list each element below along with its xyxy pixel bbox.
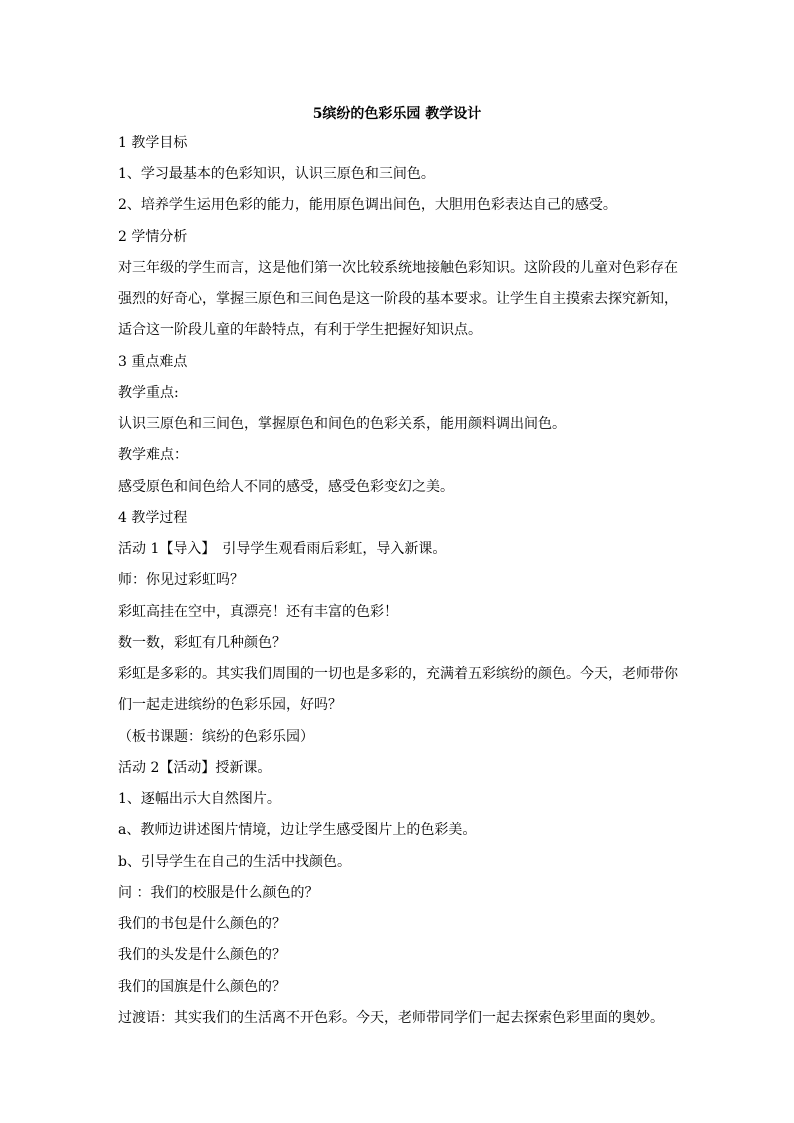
paragraph: 1、逐幅出示大自然图片。 [118,791,281,807]
paragraph: 教学难点： [118,447,188,463]
paragraph: 问 ：我们的校服是什么颜色的？ [118,885,319,901]
paragraph: 教学重点: [118,385,179,401]
paragraph: 我们的书包是什么颜色的？ [118,916,286,932]
paragraph: 2、培养学生运用色彩的能力，能用原色调出间色，大胆用色彩表达自己的感受。 [118,197,617,213]
paragraph: 活动 1【导入】 引导学生观看雨后彩虹，导入新课。 [118,541,447,557]
paragraph: 彩虹高挂在空中，真漂亮！还有丰富的色彩！ [118,604,398,620]
paragraph: 认识三原色和三间色，掌握原色和间色的色彩关系，能用颜料调出间色。 [118,416,566,432]
paragraph: 数一数，彩虹有几种颜色？ [118,635,286,651]
section-heading: 3 重点难点 [118,354,188,370]
paragraph: 师：你见过彩虹吗？ [118,572,244,588]
document-title: 5缤纷的色彩乐园 教学设计 [312,106,482,122]
paragraph: b、引导学生在自己的生活中找颜色。 [118,854,351,870]
paragraph: 感受原色和间色给人不同的感受，感受色彩变幻之美。 [118,479,454,495]
paragraph: 强烈的好奇心，掌握三原色和三间色是这一阶段的基本要求。让学生自主摸索去探究新知， [118,291,678,307]
paragraph: （板书课题：缤纷的色彩乐园） [118,729,314,745]
paragraph: 彩虹是多彩的。其实我们周围的一切也是多彩的，充满着五彩缤纷的颜色。今天，老师带你 [118,666,678,682]
paragraph: a、教师边讲述图片情境，边让学生感受图片上的色彩美。 [118,822,477,838]
paragraph: 们一起走进缤纷的色彩乐园，好吗？ [118,697,342,713]
section-heading: 1 教学目标 [118,135,188,151]
paragraph: 对三年级的学生而言，这是他们第一次比较系统地接触色彩知识。这阶段的儿童对色彩存在 [118,260,678,276]
paragraph: 我们的头发是什么颜色的？ [118,947,286,963]
paragraph: 过渡语：其实我们的生活离不开色彩。今天，老师带同学们一起去探索色彩里面的奥妙。 [118,1010,664,1026]
section-heading: 2 学情分析 [118,229,188,245]
paragraph: 1、学习最基本的色彩知识，认识三原色和三间色。 [118,166,435,182]
section-heading: 4 教学过程 [118,510,188,526]
paragraph: 活动 2【活动】授新课。 [118,760,272,776]
paragraph: 我们的国旗是什么颜色的？ [118,979,286,995]
paragraph: 适合这一阶段儿童的年龄特点，有利于学生把握好知识点。 [118,322,482,338]
